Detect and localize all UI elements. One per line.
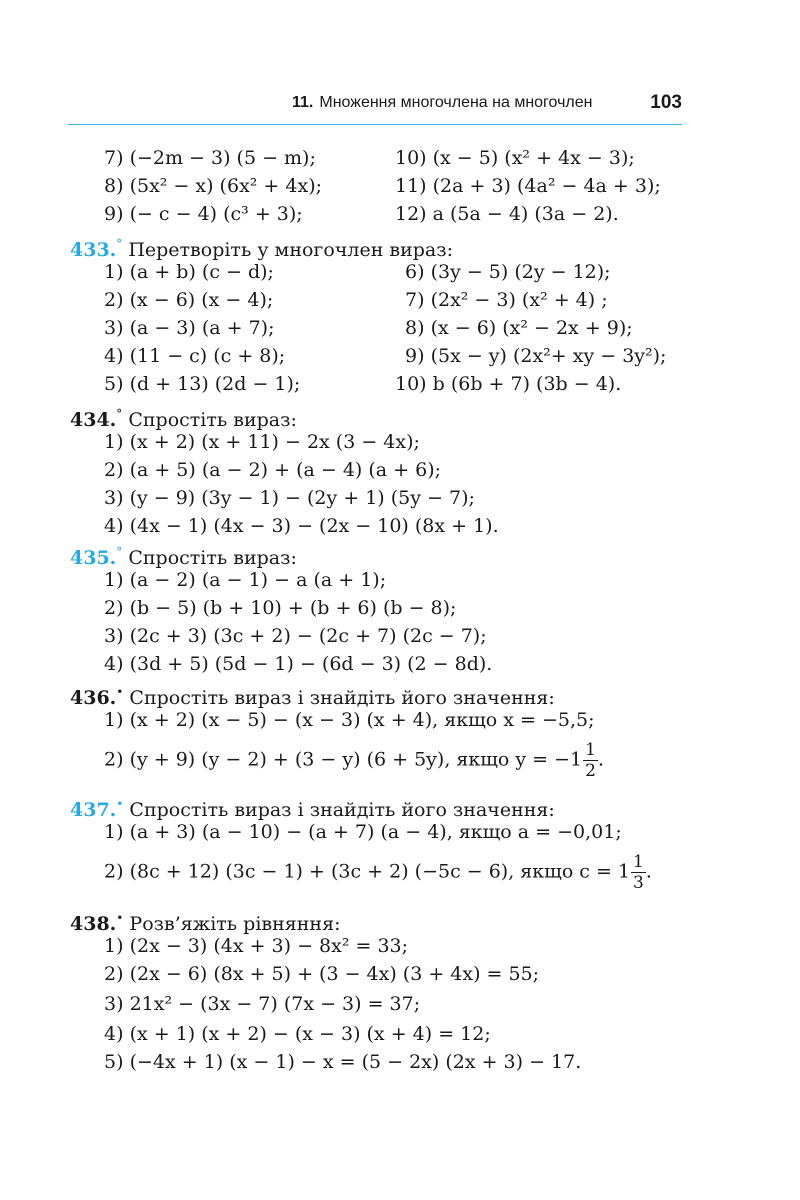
ex433-item-10: 10) b (6b + 7) (3b − 4). — [395, 373, 622, 395]
fraction: $\frac{1}{2}$ — [585, 740, 596, 781]
exercise-number: 435. — [70, 547, 117, 569]
difficulty-marker: ° — [116, 545, 123, 559]
ex437-heading — [70, 792, 555, 822]
exercise-number: 437. — [70, 799, 117, 821]
ex434-heading — [70, 402, 297, 432]
ex434-item-3: 3) (y − 9) (3y − 1) − (2y + 1) (5y − 7); — [104, 487, 475, 509]
ex435-heading — [70, 540, 297, 570]
page-number: 103 — [650, 92, 682, 113]
difficulty-marker: ° — [116, 237, 123, 251]
ex433-item-5: 5) (d + 13) (2d − 1); — [104, 373, 301, 395]
ex432-item-8: 8) (5x² − x) (6x² + 4x); — [104, 175, 323, 197]
ex433-heading — [70, 232, 453, 262]
exercise-prompt: Спростіть вираз: — [128, 547, 297, 569]
ex438-item-4: 4) (x + 1) (x + 2) − (x − 3) (x + 4) = 12; — [104, 1023, 491, 1045]
ex433-item-6: 6) (3y − 5) (2y − 12); — [405, 261, 611, 283]
ex433-item-8: 8) (x − 6) (x² − 2x + 9); — [405, 317, 633, 339]
ex432-item-11: 11) (2a + 3) (4a² − 4a + 3); — [395, 175, 661, 197]
difficulty-marker: ° — [116, 407, 123, 421]
ex435-item-3: 3) (2c + 3) (3c + 2) − (2c + 7) (2c − 7); — [104, 625, 487, 647]
ex432-item-10: 10) (x − 5) (x² + 4x − 3); — [395, 147, 635, 169]
chapter-heading — [292, 94, 593, 112]
exercise-number: 434. — [70, 409, 117, 431]
ex435-item-4: 4) (3d + 5) (5d − 1) − (6d − 3) (2 − 8d). — [104, 653, 493, 675]
difficulty-marker: • — [116, 797, 124, 811]
chapter-number: 11. — [292, 94, 314, 111]
chapter-title: Множення многочлена на многочлен — [319, 94, 593, 111]
ex434-item-1: 1) (x + 2) (x + 11) − 2x (3 − 4x); — [104, 431, 420, 453]
ex432-item-12: 12) a (5a − 4) (3a − 2). — [395, 203, 619, 225]
ex434-item-2: 2) (a + 5) (a − 2) + (a − 4) (a + 6); — [104, 459, 442, 481]
ex438-item-1: 1) (2x − 3) (4x + 3) − 8x² = 33; — [104, 935, 409, 957]
exercise-prompt: Спростіть вираз: — [128, 409, 297, 431]
ex433-item-1: 1) (a + b) (c − d); — [104, 261, 274, 283]
ex432-item-7: 7) (−2m − 3) (5 − m); — [104, 147, 316, 169]
ex435-item-2: 2) (b − 5) (b + 10) + (b + 6) (b − 8); — [104, 597, 457, 619]
ex433-item-2: 2) (x − 6) (x − 4); — [104, 289, 274, 311]
exercise-number: 438. — [70, 913, 117, 935]
ex437-item-1: 1) (a + 3) (a − 10) − (a + 7) (a − 4), якщо a = −0,01; — [104, 821, 622, 843]
ex437-item-2: 2) (8c + 12) (3c − 1) + (3c + 2) (−5c − 6), якщо c = 1 $\frac{1}{3}$ . — [104, 852, 652, 893]
ex433-item-3: 3) (a − 3) (a + 7); — [104, 317, 275, 339]
ex433-item-7: 7) (2x² − 3) (x² + 4) ; — [405, 289, 608, 311]
page-header — [68, 88, 682, 125]
ex433-item-9: 9) (5x − y) (2x²+ xy − 3y²); — [405, 345, 667, 367]
exercise-number: 433. — [70, 239, 117, 261]
ex435-item-1: 1) (a − 2) (a − 1) − a (a + 1); — [104, 569, 387, 591]
ex434-item-4: 4) (4x − 1) (4x − 3) − (2x − 10) (8x + 1). — [104, 515, 499, 537]
fraction: $\frac{1}{3}$ — [633, 852, 644, 893]
exercise-prompt: Спростіть вираз і знайдіть його значення: — [129, 799, 555, 821]
ex438-heading — [70, 906, 340, 936]
exercise-prompt: Розв’яжіть рівняння: — [129, 913, 341, 935]
difficulty-marker: • — [116, 685, 124, 699]
ex438-item-2: 2) (2x − 6) (8x + 5) + (3 − 4x) (3 + 4x) = 55; — [104, 963, 540, 985]
difficulty-marker: • — [116, 911, 124, 925]
exercise-prompt: Перетворіть у многочлен вираз: — [128, 239, 454, 261]
ex436-heading — [70, 680, 555, 710]
exercise-number: 436. — [70, 687, 117, 709]
ex438-item-3: 3) 21x² − (3x − 7) (7x − 3) = 37; — [104, 993, 421, 1015]
ex436-item-2: 2) (y + 9) (y − 2) + (3 − y) (6 + 5y), якщо y = −1 $\frac{1}{2}$ . — [104, 740, 605, 781]
ex436-item-1: 1) (x + 2) (x − 5) − (x − 3) (x + 4), якщо x = −5,5; — [104, 709, 595, 731]
exercise-prompt: Спростіть вираз і знайдіть його значення: — [129, 687, 555, 709]
ex432-item-9: 9) (− c − 4) (c³ + 3); — [104, 203, 303, 225]
ex433-item-4: 4) (11 − c) (c + 8); — [104, 345, 286, 367]
ex438-item-5: 5) (−4x + 1) (x − 1) − x = (5 − 2x) (2x + 3) − 17. — [104, 1051, 582, 1073]
